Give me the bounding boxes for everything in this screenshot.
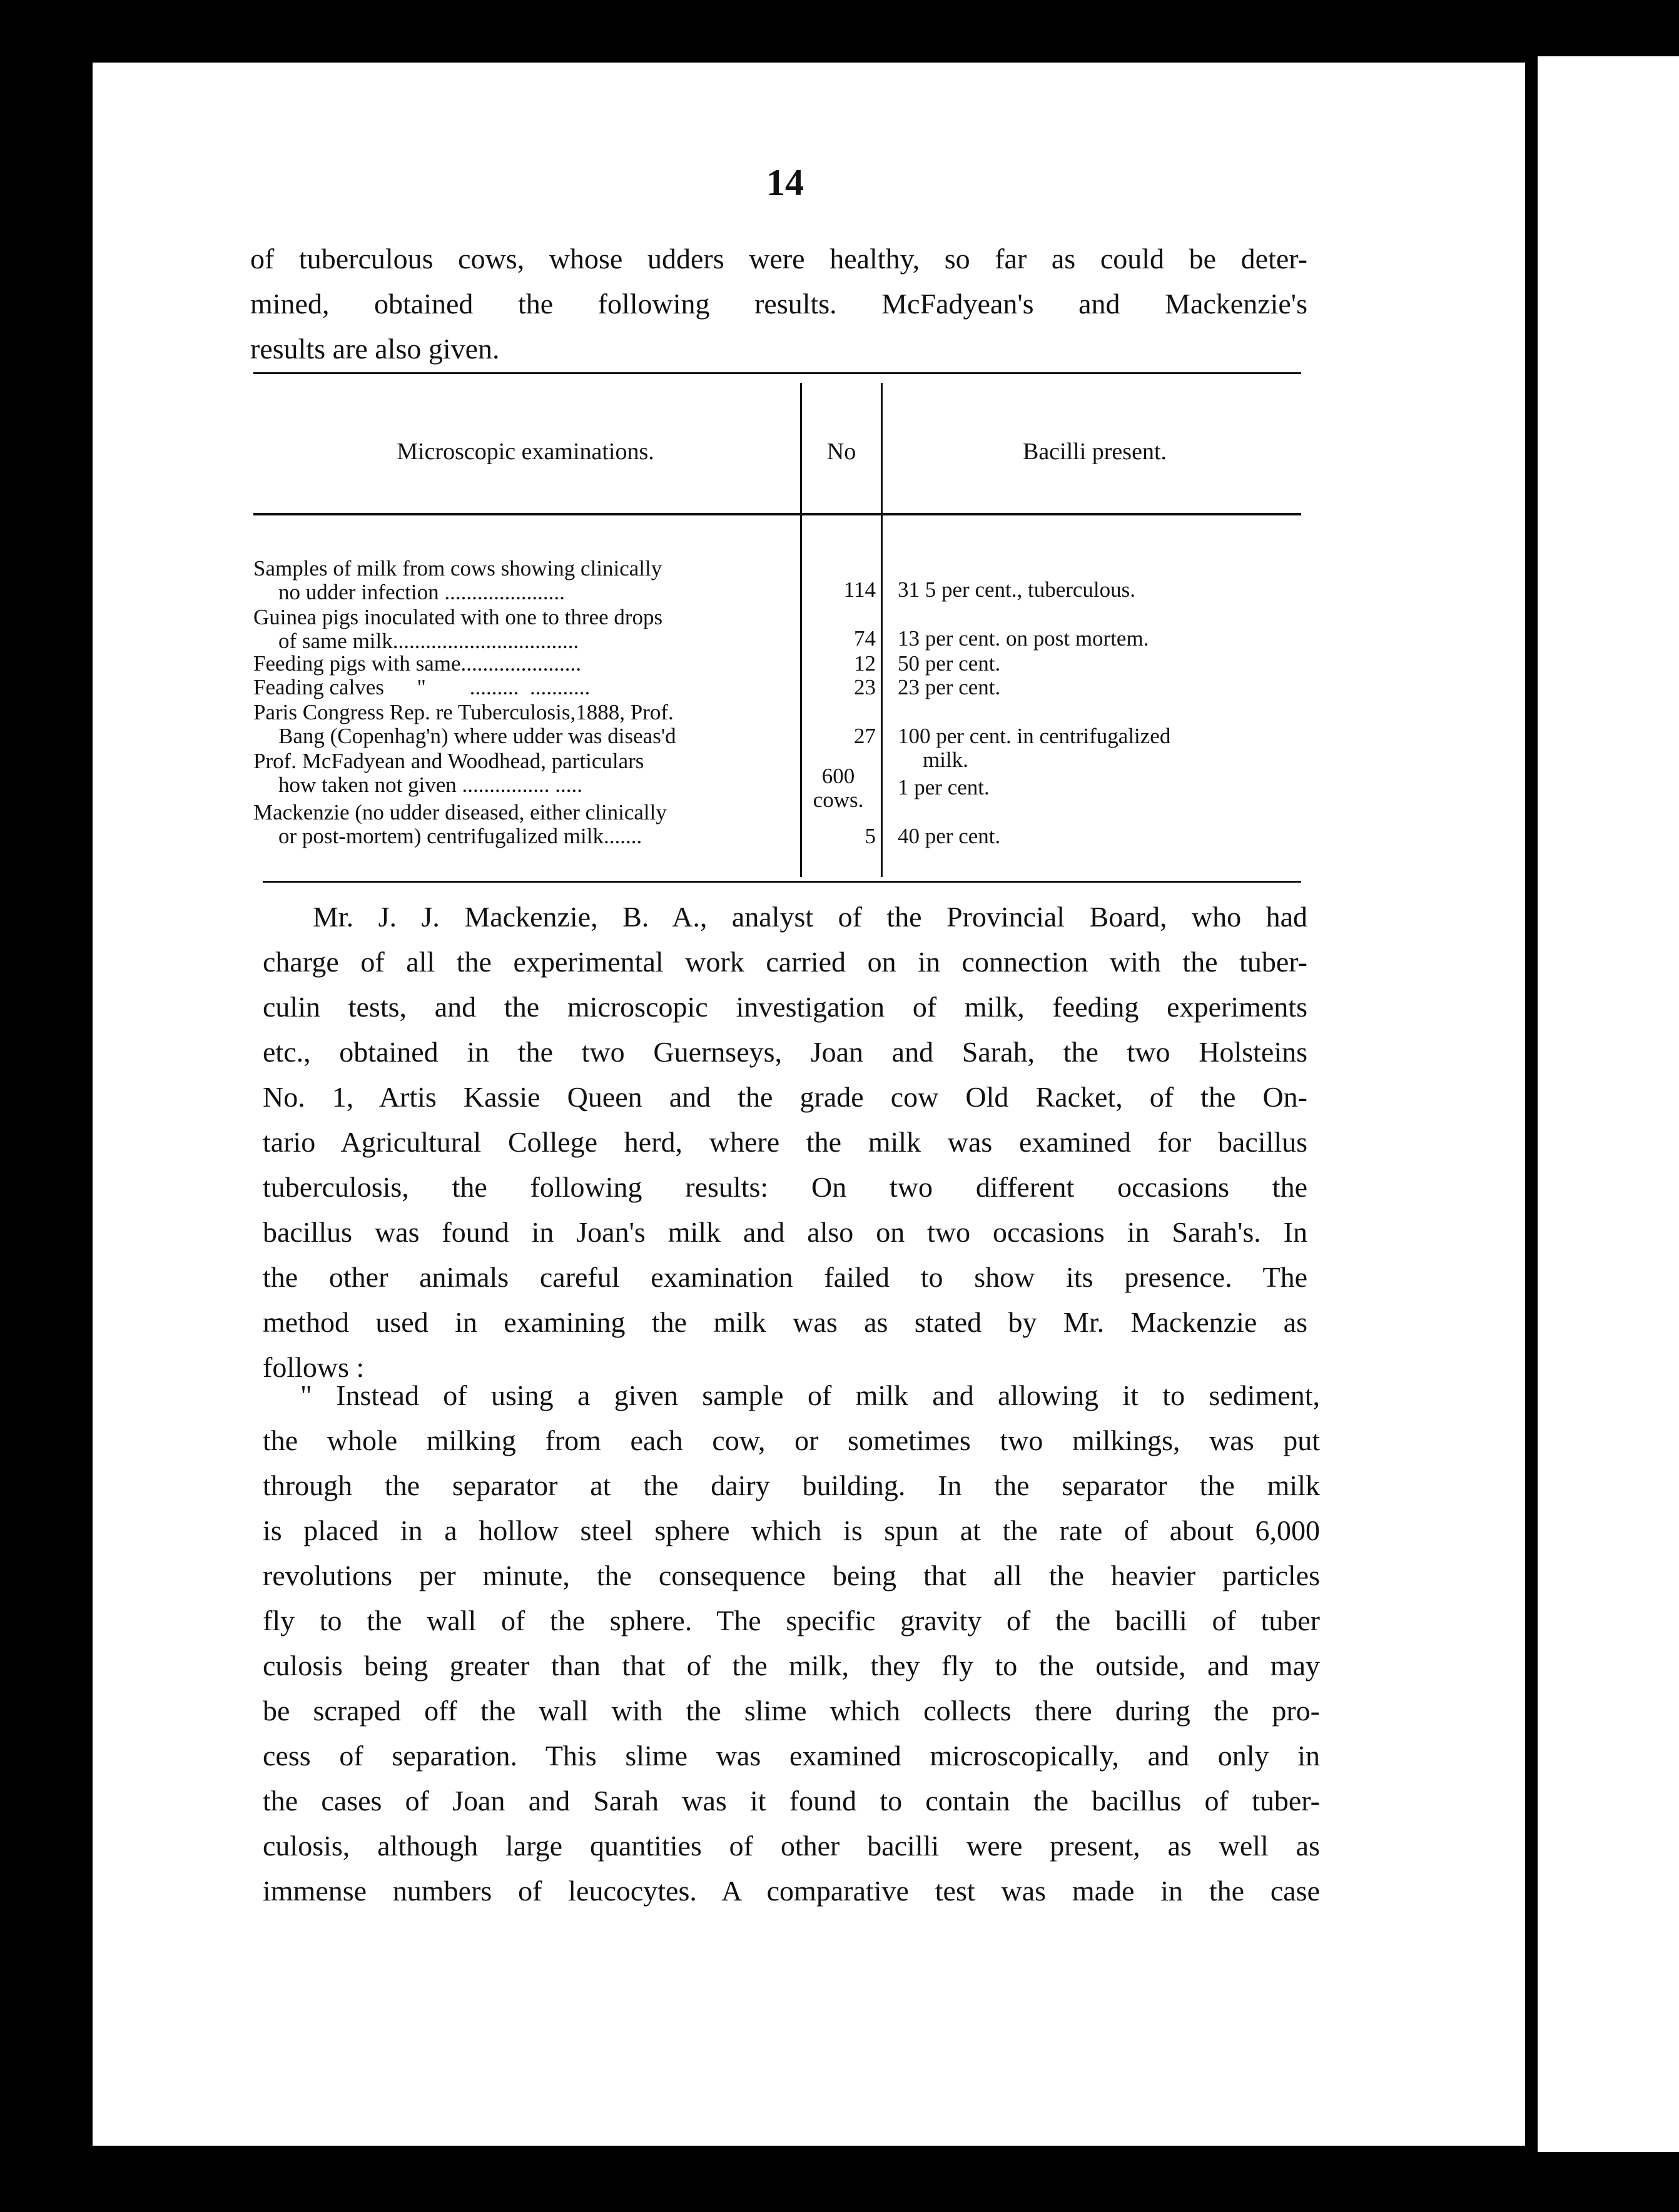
intro-line: of tuberculous cows, whose udders were healthy, so far as could be deter- bbox=[250, 243, 1307, 275]
body-line: charge of all the experimental work carried on in connection with the tuber- bbox=[263, 946, 1307, 978]
row-text: Feeding pigs with same...................... bbox=[253, 651, 581, 676]
column-divider bbox=[881, 383, 883, 877]
body-line: be scraped off the wall with the slime which collects there during the pro- bbox=[263, 1695, 1320, 1727]
page-number: 14 bbox=[766, 162, 804, 203]
row-text: 100 per cent. in centrifugalized bbox=[898, 724, 1171, 748]
row-text: cows. bbox=[813, 788, 864, 812]
body-line: Mr. J. J. Mackenzie, B. A., analyst of the Provincial Board, who had bbox=[313, 901, 1307, 933]
body-line: fly to the wall of the sphere. The specific gravity of the bacilli of tuber bbox=[263, 1605, 1320, 1636]
row-text: Bang (Copenhag'n) where udder was diseas'd bbox=[278, 724, 676, 748]
body-line: the other animals careful examination failed to show its presence. The bbox=[263, 1261, 1307, 1293]
row-text: or post-mortem) centrifugalized milk....... bbox=[278, 824, 642, 848]
body-line: cess of separation. This slime was examined microscopically, and only in bbox=[263, 1740, 1320, 1772]
table-row-desc bbox=[253, 557, 798, 604]
row-text: how taken not given ................ ..... bbox=[278, 773, 583, 797]
row-text: Prof. McFadyean and Woodhead, particulars bbox=[253, 749, 644, 773]
table-row-desc bbox=[253, 606, 798, 653]
table-top-rule bbox=[253, 372, 1301, 374]
row-text: Guinea pigs inoculated with one to three drops bbox=[253, 605, 663, 629]
row-number: 23 bbox=[854, 675, 876, 699]
body-line: revolutions per minute, the consequence being that all the heavier particles bbox=[263, 1560, 1320, 1591]
body-paragraph-2 bbox=[263, 1373, 1320, 1914]
body-line: culosis, although large quantities of other bacilli were present, as well as bbox=[263, 1830, 1320, 1862]
row-number: 114 bbox=[843, 577, 876, 602]
table-row-desc bbox=[253, 652, 798, 676]
row-result: 23 per cent. bbox=[898, 675, 1001, 699]
row-text: Paris Congress Rep. re Tuberculosis,1888, Prof. bbox=[253, 700, 674, 724]
body-line: is placed in a hollow steel sphere which is spun at the rate of about 6,000 bbox=[263, 1514, 1320, 1546]
body-line: " Instead of using a given sample of milk and allowing it to sediment, bbox=[300, 1379, 1320, 1411]
row-result: 13 per cent. on post mortem. bbox=[898, 626, 1149, 651]
table-row-desc bbox=[253, 701, 798, 748]
body-line: immense numbers of leucocytes. A comparative test was made in the case bbox=[263, 1875, 1320, 1907]
body-line: the whole milking from each cow, or sometimes two milkings, was put bbox=[263, 1424, 1320, 1456]
row-text: Feading calves " ......... ........... bbox=[253, 675, 591, 699]
body-paragraph-1 bbox=[263, 895, 1307, 1390]
row-result: 50 per cent. bbox=[898, 651, 1001, 676]
intro-line: mined, obtained the following results. McFadyean's and Mackenzie's bbox=[250, 288, 1307, 320]
body-line: No. 1, Artis Kassie Queen and the grade cow Old Racket, of the On- bbox=[263, 1081, 1307, 1113]
intro-paragraph bbox=[250, 236, 1307, 372]
row-text: Samples of milk from cows showing clinically bbox=[253, 556, 662, 581]
row-number: 12 bbox=[854, 651, 876, 676]
row-result: 1 per cent. bbox=[898, 775, 990, 799]
body-line: culin tests, and the microscopic investigation of milk, feeding experiments bbox=[263, 991, 1307, 1023]
body-line: bacillus was found in Joan's milk and also on two occasions in Sarah's. In bbox=[263, 1216, 1307, 1248]
row-text: no udder infection ...................... bbox=[278, 580, 565, 604]
table-row-desc bbox=[253, 749, 798, 797]
table-row-desc bbox=[253, 801, 798, 848]
body-line: through the separator at the dairy building. In the separator the milk bbox=[263, 1469, 1320, 1501]
row-text: milk. bbox=[923, 748, 968, 772]
row-number bbox=[804, 764, 873, 812]
body-line: culosis being greater than that of the milk, they fly to the outside, and may bbox=[263, 1650, 1320, 1682]
table-header-rule bbox=[253, 513, 1301, 515]
body-line: method used in examining the milk was as stated by Mr. Mackenzie as bbox=[263, 1306, 1307, 1338]
body-line: follows : bbox=[263, 1351, 365, 1383]
table-bottom-rule bbox=[263, 881, 1301, 883]
table-row-desc bbox=[253, 676, 798, 699]
intro-line: results are also given. bbox=[250, 333, 500, 365]
row-number: 5 bbox=[865, 824, 876, 848]
header-number: No bbox=[826, 439, 856, 465]
row-text: of same milk.................................. bbox=[278, 629, 579, 653]
row-text: 600 bbox=[821, 764, 855, 788]
header-bacilli: Bacilli present. bbox=[1022, 439, 1167, 465]
row-number: 27 bbox=[854, 724, 876, 748]
row-result: 40 per cent. bbox=[898, 824, 1001, 848]
body-line: tario Agricultural College herd, where the milk was examined for bacillus bbox=[263, 1126, 1307, 1158]
header-examinations: Microscopic examinations. bbox=[397, 439, 654, 465]
row-text: Mackenzie (no udder diseased, either clinically bbox=[253, 800, 667, 824]
row-result: 31 5 per cent., tuberculous. bbox=[898, 577, 1136, 602]
body-line: the cases of Joan and Sarah was it found to contain the bacillus of tuber- bbox=[263, 1785, 1320, 1817]
body-line: etc., obtained in the two Guernseys, Joan and Sarah, the two Holsteins bbox=[263, 1036, 1307, 1068]
body-line: tuberculosis, the following results: On two different occasions the bbox=[263, 1171, 1307, 1203]
row-result bbox=[898, 724, 1311, 772]
row-number: 74 bbox=[854, 626, 876, 651]
